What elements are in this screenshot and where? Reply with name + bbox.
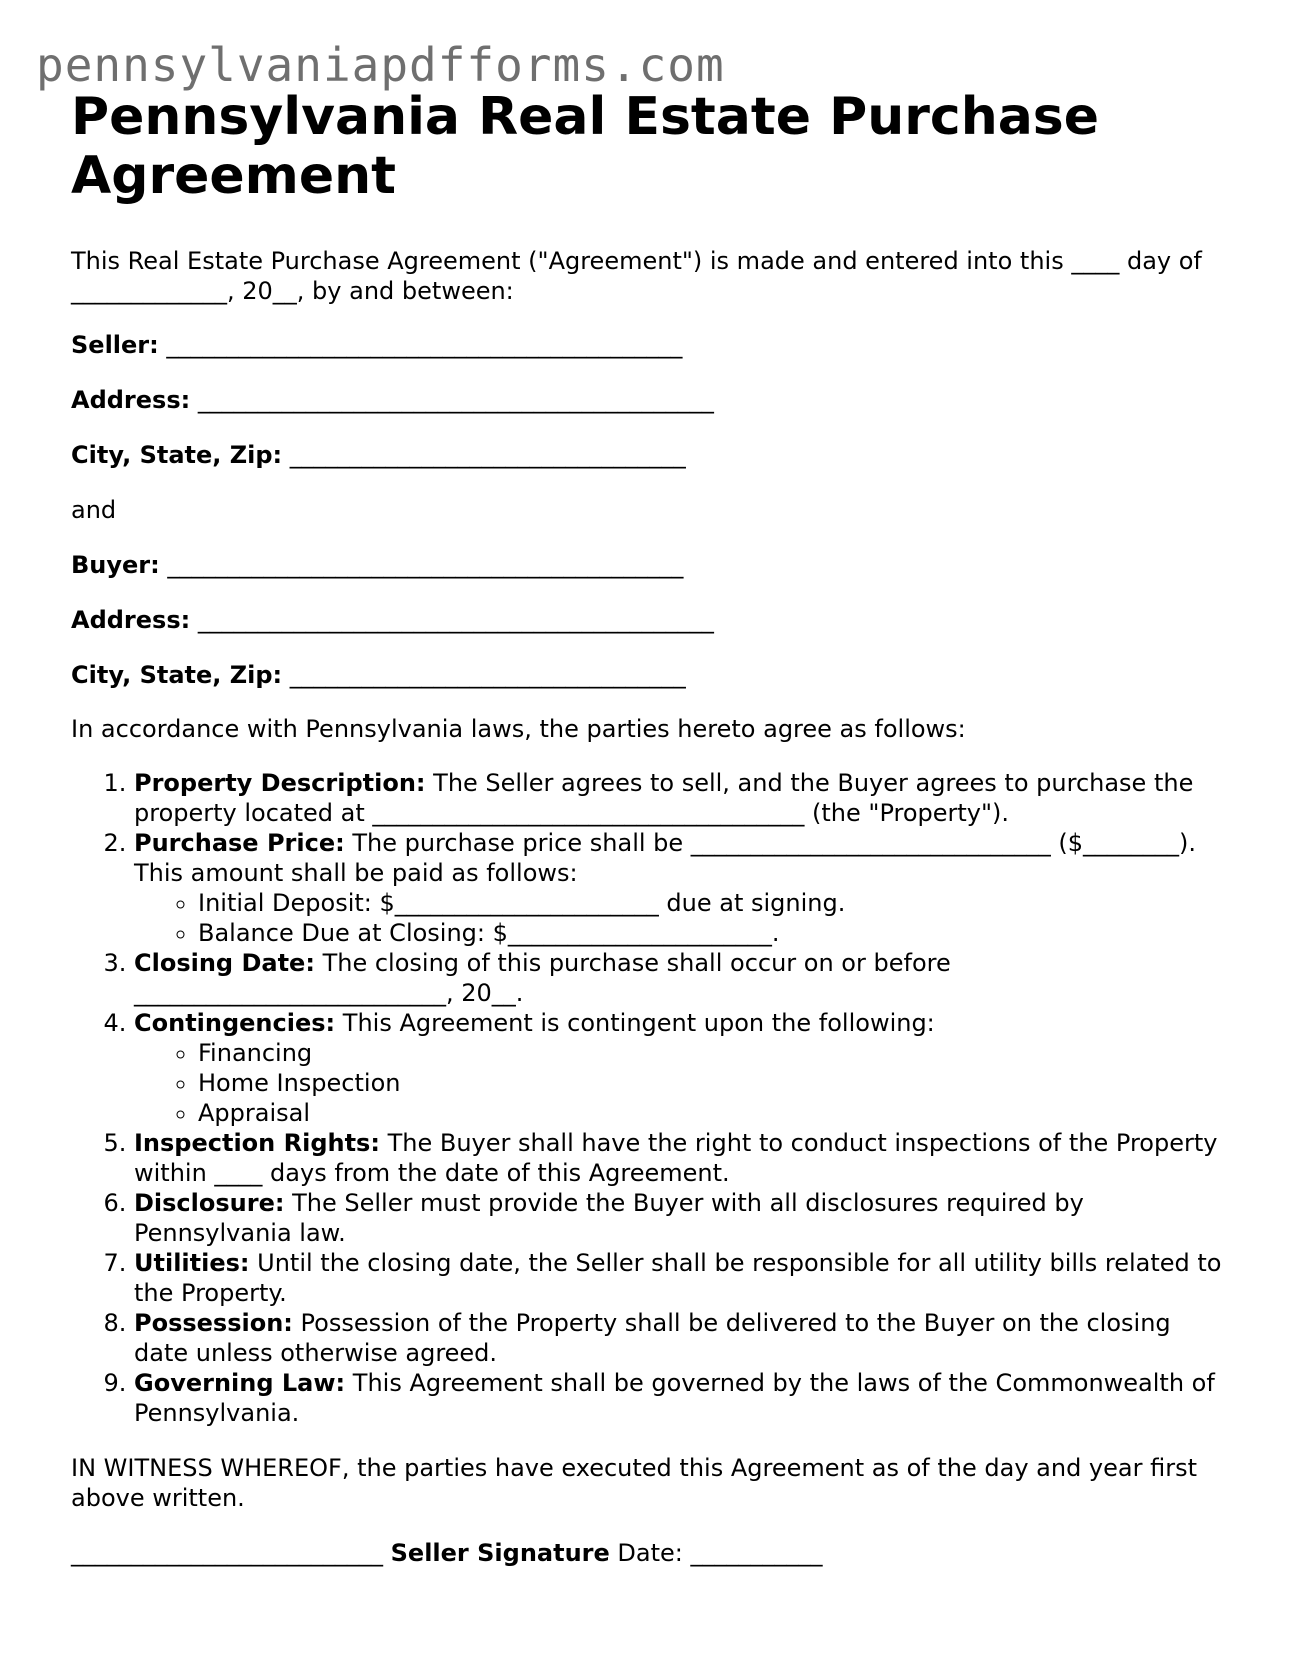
seller-name-blank[interactable]: ___________________________________________ [166,331,683,359]
term-text: The purchase price shall be ______________________________ ($________). This amount shall be paid as follows: [134,829,1197,887]
term-text: The Seller must provide the Buyer with all disclosures required by Pennsylvania law. [134,1189,1084,1247]
term-text: The Buyer shall have the right to conduct inspections of the Property within ____ days from the date of this Agreement. [134,1129,1218,1187]
term-text: Until the closing date, the Seller shall be responsible for all utility bills related to the Property. [134,1249,1222,1307]
seller-address-label: Address: [71,386,191,414]
contingency-item: ◦ Financing [198,1038,1231,1068]
term-title: Closing Date: [134,949,315,977]
and-text: and [71,496,117,524]
term-title: Disclosure: [134,1189,285,1217]
contingency-item: ◦ Appraisal [198,1098,1231,1128]
term-item [134,1308,1231,1368]
buyer-address-field [71,605,1231,635]
buyer-name-label: Buyer: [71,551,160,579]
term-item [134,768,1231,828]
seller-address-blank[interactable]: ___________________________________________ [197,386,714,414]
buyer-city-label: City, State, Zip: [71,661,283,689]
term-item [134,1188,1231,1248]
term-title: Property Description: [134,769,426,797]
accordance-paragraph: In accordance with Pennsylvania laws, the parties hereto agree as follows: [71,715,966,743]
witness-paragraph: IN WITNESS WHEREOF, the parties have executed this Agreement as of the day and year first above written. [71,1454,1197,1512]
term-title: Governing Law: [134,1369,346,1397]
signature-label: Seller Signature [390,1539,610,1567]
document-body [71,88,1231,1568]
term-title: Inspection Rights: [134,1129,380,1157]
seller-signature-line [71,1538,1231,1568]
term-text: This Agreement shall be governed by the laws of the Commonwealth of Pennsylvania. [134,1369,1215,1427]
buyer-city-blank[interactable]: _________________________________ [289,661,686,689]
seller-name-label: Seller: [71,331,159,359]
buyer-name-field [71,550,1231,580]
terms-list [71,768,1231,1428]
term-text: This Agreement is contingent upon the following: [342,1009,935,1037]
term-text: Possession of the Property shall be delivered to the Buyer on the closing date unless otherwise agreed. [134,1309,1171,1367]
seller-city-field [71,440,1231,470]
intro-paragraph: This Real Estate Purchase Agreement ("Agreement") is made and entered into this ____ day of _____________, 20__, by and between: [71,247,1202,305]
term-item [134,1248,1231,1308]
contingency-item: ◦ Home Inspection [198,1068,1231,1098]
contingency-list [134,1038,1231,1128]
term-text: The Seller agrees to sell, and the Buyer agrees to purchase the property located at ____________________________________ (the "Property"). [134,769,1194,827]
term-item [134,828,1231,948]
seller-city-label: City, State, Zip: [71,441,283,469]
payment-list [134,888,1231,948]
watermark-text: pennsylvaniapdfforms.com [36,38,725,92]
term-item [134,1368,1231,1428]
seller-address-field [71,385,1231,415]
buyer-city-field [71,660,1231,690]
term-item [134,1008,1231,1128]
term-text: The closing of this purchase shall occur on or before __________________________, 20__. [134,949,951,1007]
term-title: Purchase Price: [134,829,345,857]
seller-city-blank[interactable]: _________________________________ [289,441,686,469]
buyer-address-blank[interactable]: ___________________________________________ [197,606,714,634]
seller-name-field [71,330,1231,360]
date-blank[interactable]: ___________ [690,1539,823,1567]
term-item [134,948,1231,1008]
term-item [134,1128,1231,1188]
buyer-address-label: Address: [71,606,191,634]
document-title: Pennsylvania Real Estate Purchase Agreement [71,87,1100,206]
term-title: Contingencies: [134,1009,336,1037]
payment-item: ◦ Balance Due at Closing: $______________________. [198,918,1231,948]
signature-blank[interactable]: __________________________ [71,1539,383,1567]
payment-item: ◦ Initial Deposit: $______________________ due at signing. [198,888,1231,918]
date-label: Date: [617,1539,683,1567]
buyer-name-blank[interactable]: ___________________________________________ [167,551,684,579]
term-title: Possession: [134,1309,293,1337]
term-title: Utilities: [134,1249,250,1277]
